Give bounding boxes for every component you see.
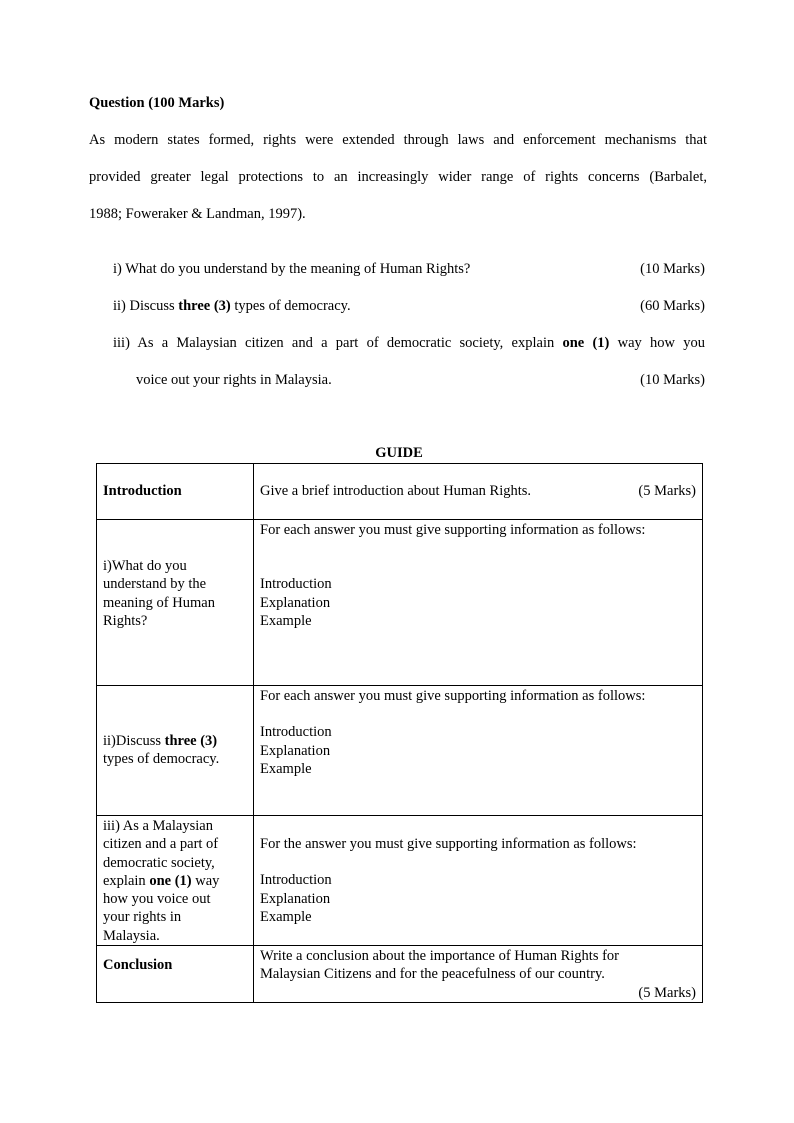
- guide-label-conclusion: Conclusion: [103, 957, 173, 974]
- question-item-2-text-after: types of democracy.: [230, 298, 351, 314]
- guide-row-label: [97, 816, 254, 946]
- guide-row-label: [97, 520, 254, 686]
- guide-row-label: [97, 686, 254, 816]
- guide-q1-content-heading: For each answer you must give supporting information as follows:: [260, 522, 646, 538]
- guide-q3-content-line: Explanation: [260, 890, 331, 907]
- guide-q2-label-line-1: [103, 732, 247, 750]
- guide-q3-label-line: your rights in: [103, 909, 182, 926]
- guide-q2-content-line: Explanation: [260, 742, 331, 759]
- guide-q1-label-line: meaning of Human: [103, 594, 215, 611]
- guide-q3-label-line: iii) As a Malaysian: [103, 818, 213, 834]
- question-item-3-text-after: way how you: [609, 335, 705, 351]
- guide-conclusion-line-1: Write a conclusion about the importance of Human Rights for: [260, 948, 620, 965]
- question-item-3-text-before: iii) As a Malaysian citizen and a part of democratic society, explain: [113, 335, 563, 351]
- guide-title: GUIDE: [375, 445, 423, 461]
- intro-line-3: 1988; Foweraker & Landman, 1997).: [89, 206, 306, 222]
- guide-conclusion-marks: (5 Marks): [638, 984, 696, 1001]
- question-item-1-marks: (10 Marks): [640, 261, 705, 277]
- question-item-1: [113, 261, 705, 278]
- guide-q3-label-before: explain: [103, 872, 150, 889]
- question-item-3-line-2-text: voice out your rights in Malaysia.: [136, 372, 332, 388]
- guide-q3-label-line: Malaysia.: [103, 927, 160, 944]
- question-item-2: [113, 298, 705, 315]
- guide-q2-content-line: Example: [260, 760, 312, 777]
- guide-q3-label-line: democratic society,: [103, 854, 215, 871]
- question-item-3-line-2: [136, 372, 705, 389]
- guide-q1-content-line: Introduction: [260, 576, 332, 593]
- intro-line-1: As modern states formed, rights were extended through laws and enforcement mechanisms that: [89, 132, 707, 148]
- guide-q1-content-line: Explanation: [260, 594, 331, 611]
- guide-row-content: [254, 816, 703, 946]
- guide-row-content: [254, 686, 703, 816]
- guide-q3-label-line: how you voice out: [103, 891, 211, 908]
- question-item-2-bold: three (3): [178, 298, 231, 314]
- guide-row-question-3: [97, 816, 703, 946]
- guide-q1-label-line: understand by the: [103, 576, 207, 593]
- guide-q3-content-line: Introduction: [260, 872, 332, 889]
- guide-q3-content-heading: For the answer you must give supporting information as follows:: [260, 836, 637, 852]
- question-item-2-text-before: ii) Discuss: [113, 298, 179, 314]
- guide-q1-label-line: i)What do you: [103, 558, 187, 574]
- guide-q1-label-line: Rights?: [103, 612, 148, 629]
- guide-row-question-2: [97, 686, 703, 816]
- guide-intro-content: Give a brief introduction about Human Rights.: [260, 483, 532, 500]
- guide-q2-label-bold: three (3): [164, 733, 218, 749]
- guide-intro-marks: (5 Marks): [638, 483, 696, 500]
- guide-row-label: [97, 464, 254, 520]
- guide-q3-label-after: way: [191, 872, 220, 889]
- guide-row-introduction: [97, 464, 703, 520]
- guide-q2-label-before: ii)Discuss: [103, 733, 165, 749]
- guide-table: [96, 463, 703, 1003]
- guide-row-question-1: [97, 520, 703, 686]
- question-item-1-text: i) What do you understand by the meaning of Human Rights?: [113, 261, 471, 277]
- guide-q3-label-line: [103, 872, 247, 890]
- guide-row-content: [254, 946, 703, 1003]
- intro-line-2: provided greater legal protections to an increasingly wider range of rights concerns (Barbalet,: [89, 169, 707, 185]
- guide-q2-content-heading: For each answer you must give supporting information as follows:: [260, 688, 646, 704]
- guide-q3-label-bold: one (1): [149, 872, 192, 889]
- question-item-2-marks: (60 Marks): [640, 298, 705, 314]
- guide-row-content: [254, 464, 703, 520]
- guide-q1-content-line: Example: [260, 612, 312, 629]
- question-heading: Question (100 Marks): [89, 95, 225, 111]
- guide-q3-label-line: citizen and a part of: [103, 836, 219, 853]
- guide-q2-content-line: Introduction: [260, 724, 332, 741]
- guide-label-introduction: Introduction: [103, 483, 182, 500]
- guide-q2-label-line-2: types of democracy.: [103, 751, 220, 768]
- question-item-3-marks: (10 Marks): [640, 372, 705, 388]
- guide-q3-content-line: Example: [260, 908, 312, 925]
- guide-row-conclusion: [97, 946, 703, 1003]
- guide-row-content: [254, 520, 703, 686]
- question-item-3-line-1: [113, 335, 705, 352]
- question-item-3-bold: one (1): [562, 335, 610, 351]
- guide-conclusion-line-2: Malaysian Citizens and for the peacefulness of our country.: [260, 966, 605, 983]
- guide-row-label: [97, 946, 254, 1003]
